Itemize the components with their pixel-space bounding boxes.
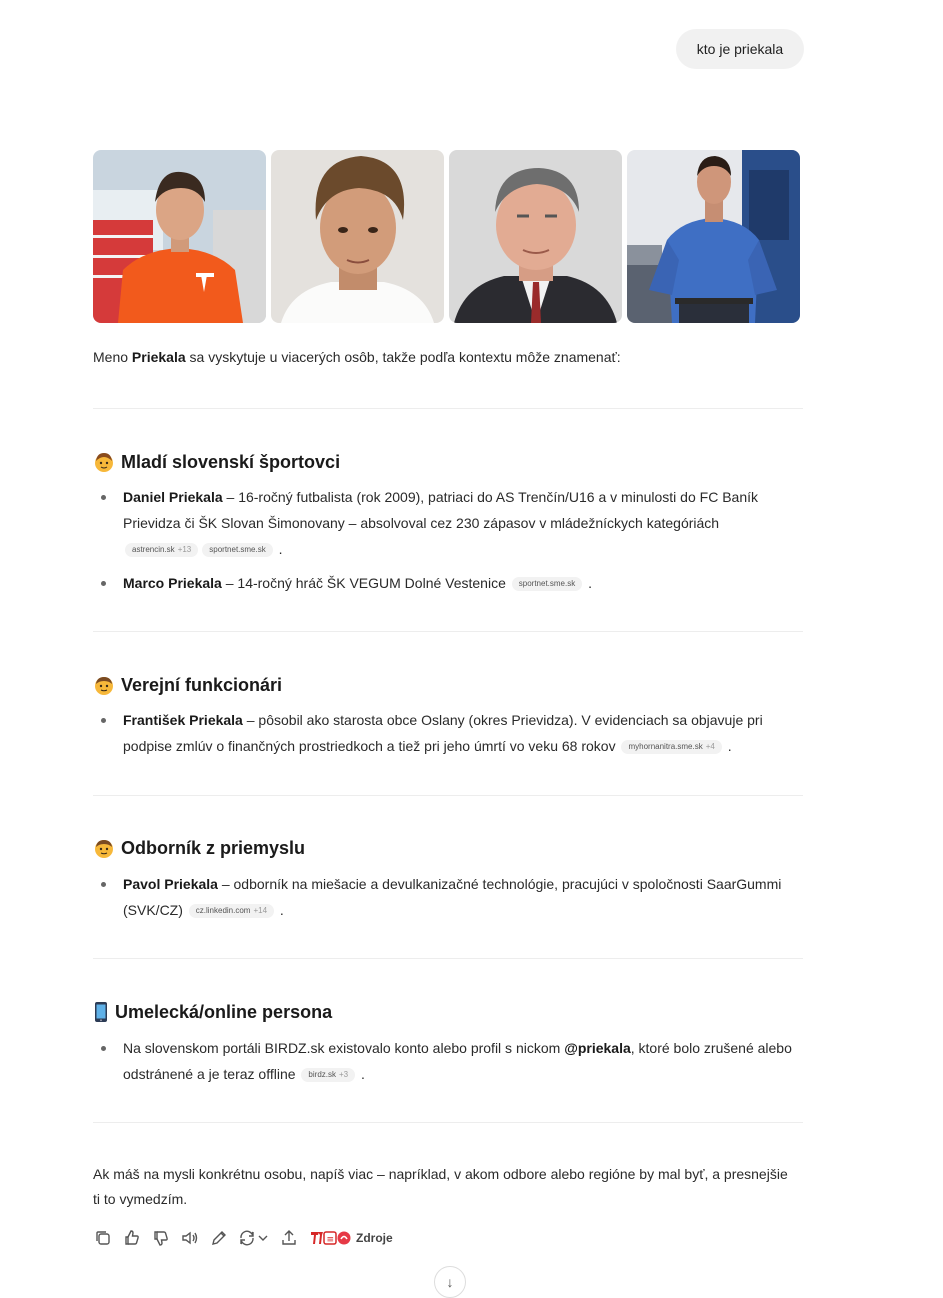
list-item: Marco Priekala – 14-ročný hráč ŠK VEGUM Dolné Vestenice sportnet.sme.sk . <box>93 570 805 596</box>
image-results <box>93 150 800 323</box>
section-heading-priemysel: Odborník z priemyslu <box>93 837 305 859</box>
photo-footballer-orange[interactable] <box>93 150 266 323</box>
divider <box>93 958 803 959</box>
response-toolbar <box>93 1228 393 1248</box>
list-item: Pavol Priekala – odborník na miešacie a devulkanizačné technológie, pracujúci v spoločnosti SaarGummi (SVK/CZ) cz.linkedin.com +14 . <box>93 871 805 923</box>
boy-face-emoji <box>93 451 115 473</box>
user-message-bubble: kto je priekala <box>676 29 804 69</box>
man-face-emoji <box>93 674 115 696</box>
speaker-icon[interactable] <box>180 1228 200 1248</box>
source-chip[interactable]: sportnet.sme.sk <box>512 577 582 591</box>
divider <box>93 408 803 409</box>
arrow-down-icon: ↓ <box>446 1274 454 1290</box>
source-chip[interactable]: astrencin.sk +13 <box>125 543 198 557</box>
photo-older-man-suit[interactable] <box>449 150 622 323</box>
source-chip[interactable]: myhornanitra.sme.sk +4 <box>621 740 721 754</box>
closing-text: Ak máš na mysli konkrétnu osobu, napíš viac – napríklad, v akom odbore alebo regióne by mal byť, a presnejšie ti to vymedzím. <box>93 1166 788 1207</box>
share-icon[interactable] <box>279 1228 299 1248</box>
edit-icon[interactable] <box>209 1228 229 1248</box>
section-heading-sportovci: Mladí slovenskí športovci <box>93 451 340 473</box>
intro-text: Meno Priekala sa vyskytuje u viacerých osôb, takže podľa kontextu môže znamenať: <box>93 349 621 365</box>
sources-label: Zdroje <box>356 1231 393 1245</box>
source-chip[interactable]: cz.linkedin.com +14 <box>189 904 274 918</box>
source-chip[interactable]: birdz.sk +3 <box>301 1068 355 1082</box>
list-funkcionari <box>93 707 805 767</box>
photo-man-blue-shirt[interactable] <box>627 150 800 323</box>
list-persona <box>93 1035 805 1095</box>
sources-button[interactable] <box>310 1230 393 1246</box>
source-favicons-icon <box>310 1230 352 1246</box>
mobile-phone-emoji <box>93 1001 109 1023</box>
section-heading-funkcionari: Verejní funkcionári <box>93 674 282 696</box>
list-priemysel <box>93 871 805 931</box>
thumbs-up-icon[interactable] <box>122 1228 142 1248</box>
list-sportovci <box>93 484 805 604</box>
copy-icon[interactable] <box>93 1228 113 1248</box>
divider <box>93 631 803 632</box>
photo-young-man-portrait[interactable] <box>271 150 444 323</box>
list-item: František Priekala – pôsobil ako starosta obce Oslany (okres Prievidza). V evidenciach sa objavuje pri podpise zmlúv o finančných prostriedkoch a tiež pri jeho úmrtí vo veku 68 rokov myhornanitra.sme.sk +4 . <box>93 707 805 759</box>
scroll-down-button[interactable] <box>434 1266 466 1298</box>
list-item: Na slovenskom portáli BIRDZ.sk existovalo konto alebo profil s nickom @priekala, ktoré bolo zrušené alebo odstránené a je teraz offline birdz.sk +3 . <box>93 1035 805 1087</box>
thumbs-down-icon[interactable] <box>151 1228 171 1248</box>
regenerate-icon[interactable] <box>238 1228 270 1248</box>
source-chip[interactable]: sportnet.sme.sk <box>202 543 272 557</box>
list-item: Daniel Priekala – 16-ročný futbalista (rok 2009), patriaci do AS Trenčín/U16 a v minulosti do FC Baník Prievidza či ŠK Slovan Šimonovany – absolvoval cez 230 zápasov v mládežníckych kategóriách astrencin.sk +13 sportnet.sme.sk . <box>93 484 805 562</box>
man-face-emoji <box>93 837 115 859</box>
svg-text:≡: ≡ <box>326 1235 335 1245</box>
section-heading-persona: Umelecká/online persona <box>93 1001 332 1023</box>
divider <box>93 795 803 796</box>
divider <box>93 1122 803 1123</box>
